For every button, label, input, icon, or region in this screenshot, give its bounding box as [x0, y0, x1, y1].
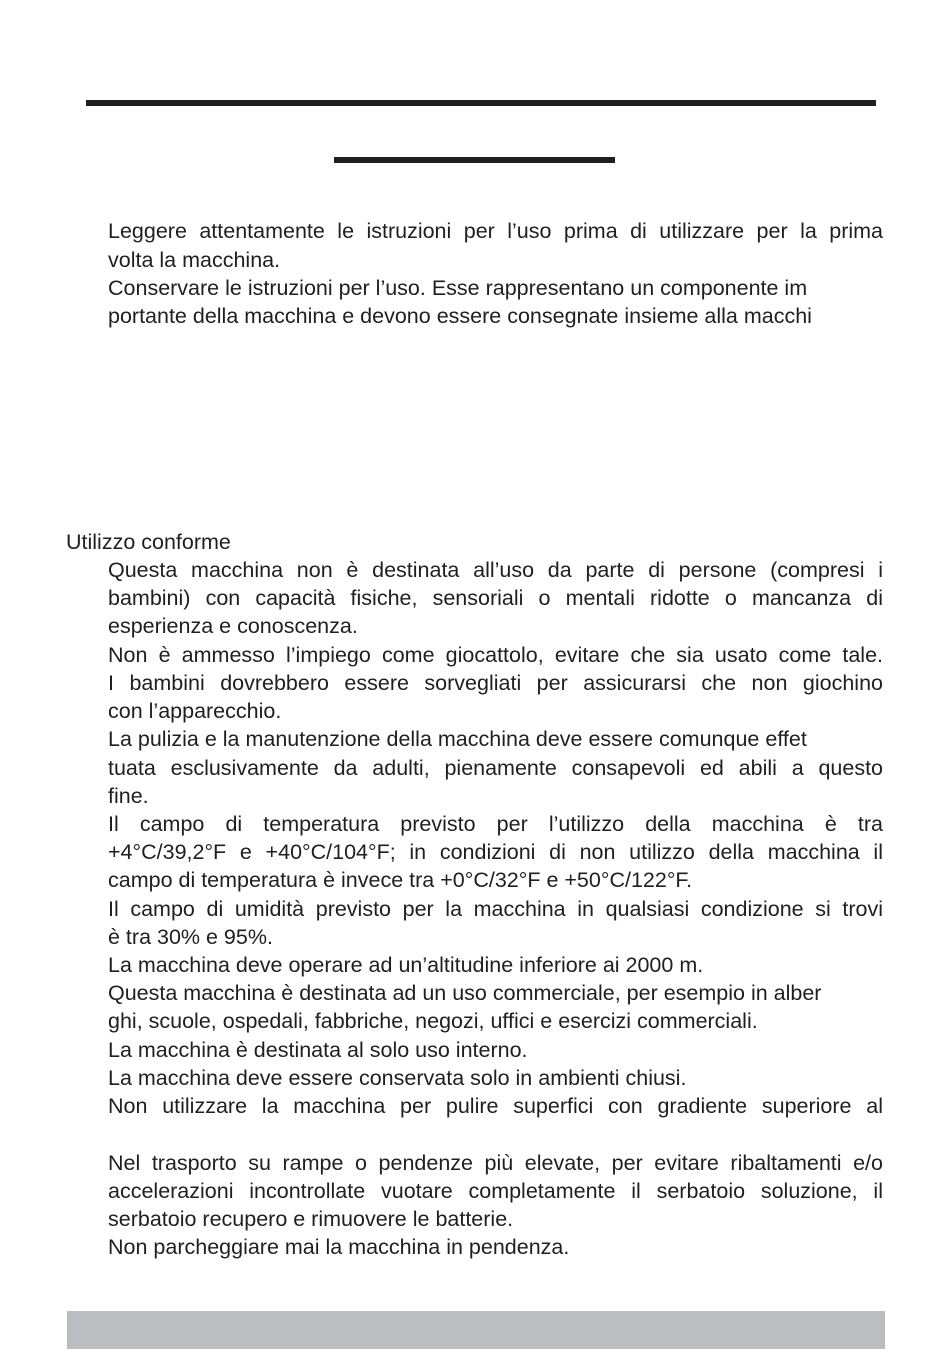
body-line: La macchina deve operare ad un’altitudine inferiore ai 2000 m. — [108, 953, 704, 977]
body-line: +4°C/39,2°F e +40°C/104°F; in condizioni di non utilizzo della macchina il — [108, 840, 883, 864]
body-line: con l’apparecchio. — [108, 699, 282, 723]
footer-bar — [67, 1311, 885, 1349]
header-rule — [86, 100, 876, 106]
body-line: Il campo di umidità previsto per la macchina in qualsiasi condizione si trovi — [108, 897, 883, 921]
body-line: Non è ammesso l’impiego come giocattolo, evitare che sia usato come tale. — [108, 643, 883, 667]
body-line: bambini) con capacità fisiche, sensoriali o mentali ridotte o mancanza di — [108, 586, 883, 610]
body-line: La macchina deve essere conservata solo in ambienti chiusi. — [108, 1066, 687, 1090]
body-line: Questa macchina non è destinata all’uso da parte di persone (compresi i — [108, 558, 883, 582]
body-line: Nel trasporto su rampe o pendenze più elevate, per evitare ribaltamenti e/o — [108, 1151, 883, 1175]
body-line: è tra 30% e 95%. — [108, 925, 273, 949]
intro-line: volta la macchina. — [108, 248, 281, 272]
body-line: accelerazioni incontrollate vuotare completamente il serbatoio soluzione, il — [108, 1179, 883, 1203]
intro-line: Conservare le istruzioni per l’uso. Esse rappresentano un componente im — [108, 276, 808, 300]
body-line: serbatoio recupero e rimuovere le batterie. — [108, 1207, 514, 1231]
body-line: Non utilizzare la macchina per pulire superfici con gradiente superiore al — [108, 1094, 883, 1118]
body-line: Questa macchina è destinata ad un uso commerciale, per esempio in alber — [108, 981, 822, 1005]
body-line: I bambini dovrebbero essere sorvegliati per assicurarsi che non giochino — [108, 671, 883, 695]
body-line: La macchina è destinata al solo uso interno. — [108, 1038, 528, 1062]
body-line: tuata esclusivamente da adulti, pienamente consapevoli ed abili a questo — [108, 756, 883, 780]
intro-line: Leggere attentamente le istruzioni per l’uso prima di utilizzare per la prima — [108, 219, 883, 243]
body-line: fine. — [108, 784, 149, 808]
section-heading: Utilizzo conforme — [66, 530, 231, 554]
body-line: Non parcheggiare mai la macchina in pendenza. — [108, 1235, 570, 1259]
body-line: La pulizia e la manutenzione della macchina deve essere comunque effet — [108, 727, 807, 751]
body-line: Il campo di temperatura previsto per l’utilizzo della macchina è tra — [108, 812, 883, 836]
title-underline-rule — [334, 157, 615, 163]
body-line: campo di temperatura è invece tra +0°C/32°F e +50°C/122°F. — [108, 868, 693, 892]
body-line: ghi, scuole, ospedali, fabbriche, negozi, uffici e esercizi commerciali. — [108, 1009, 758, 1033]
body-line: esperienza e conoscenza. — [108, 614, 358, 638]
intro-line: portante della macchina e devono essere consegnate insieme alla macchi — [108, 304, 812, 328]
